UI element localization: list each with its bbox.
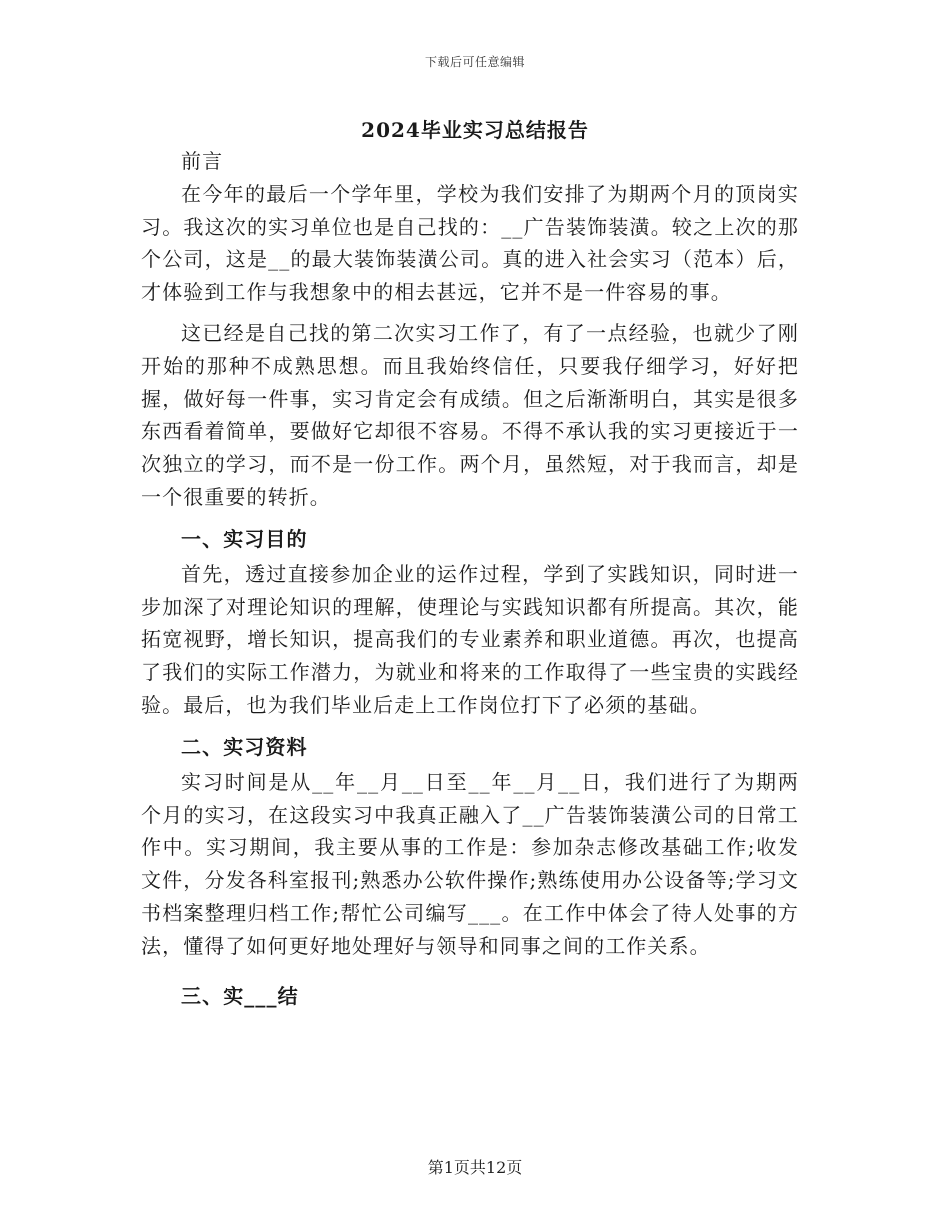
page-header-note: 下载后可任意编辑 [424,55,525,69]
section-heading-materials: 二、实习资料 [181,734,308,759]
preface-paragraph-2: 这已经是自己找的第二次实习工作了，有了一点经验，也就少了刚开始的那种不成熟思想。而且我始终信任，只要我仔细学习，好好把握，做好每一件事，实习肯定会有成绩。但之后渐渐明白，其实是很多东西看着简单，要做好它却很不容易。不得不承认我的实习更接近于一次独立的学习，而不是一份工作。两个月，虽然短，对于我而言，却是一个很重要的转折。 [141,320,799,509]
section-text-purpose: 首先，透过直接参加企业的运作过程，学到了实践知识，同时进一步加深了对理论知识的理解，使理论与实践知识都有所提高。其次，能拓宽视野，增长知识，提高我们的专业素养和职业道德。再次，也提高了我们的实际工作潜力，为就业和将来的工作取得了一些宝贵的实践经验。最后，也为我们毕业后走上工作岗位打下了必须的基础。 [141,561,799,717]
page-number-footer: 第1页共12页 [427,1158,523,1177]
preface-heading: 前言 [181,149,224,173]
section-heading-summary: 三、实___结 [181,983,299,1008]
preface-paragraph-1: 在今年的最后一个学年里，学校为我们安排了为期两个月的顶岗实习。我这次的实习单位也是自己找的：__广告装饰装潢。较之上次的那个公司，这是__的最大装饰装潢公司。真的进入社会实习（范本）后，才体验到工作与我想象中的相去甚远，它并不是一件容易的事。 [141,181,799,305]
document-title: 2024毕业实习总结报告 [361,118,589,142]
document-body [141,145,799,1015]
section-text-materials: 实习时间是从__年__月__日至__年__月__日，我们进行了为期两个月的实习，在这段实习中我真正融入了__广告装饰装潢公司的日常工作中。实习期间，我主要从事的工作是：参加杂志修改基础工作;收发文件，分发各科室报刊;熟悉办公软件操作;熟练使用办公设备等;学习文书档案整理归档工作;帮忙公司编写___。在工作中体会了待人处事的方法，懂得了如何更好地处理好与领导和同事之间的工作关系。 [141,769,799,958]
section-heading-purpose: 一、实习目的 [181,526,308,551]
